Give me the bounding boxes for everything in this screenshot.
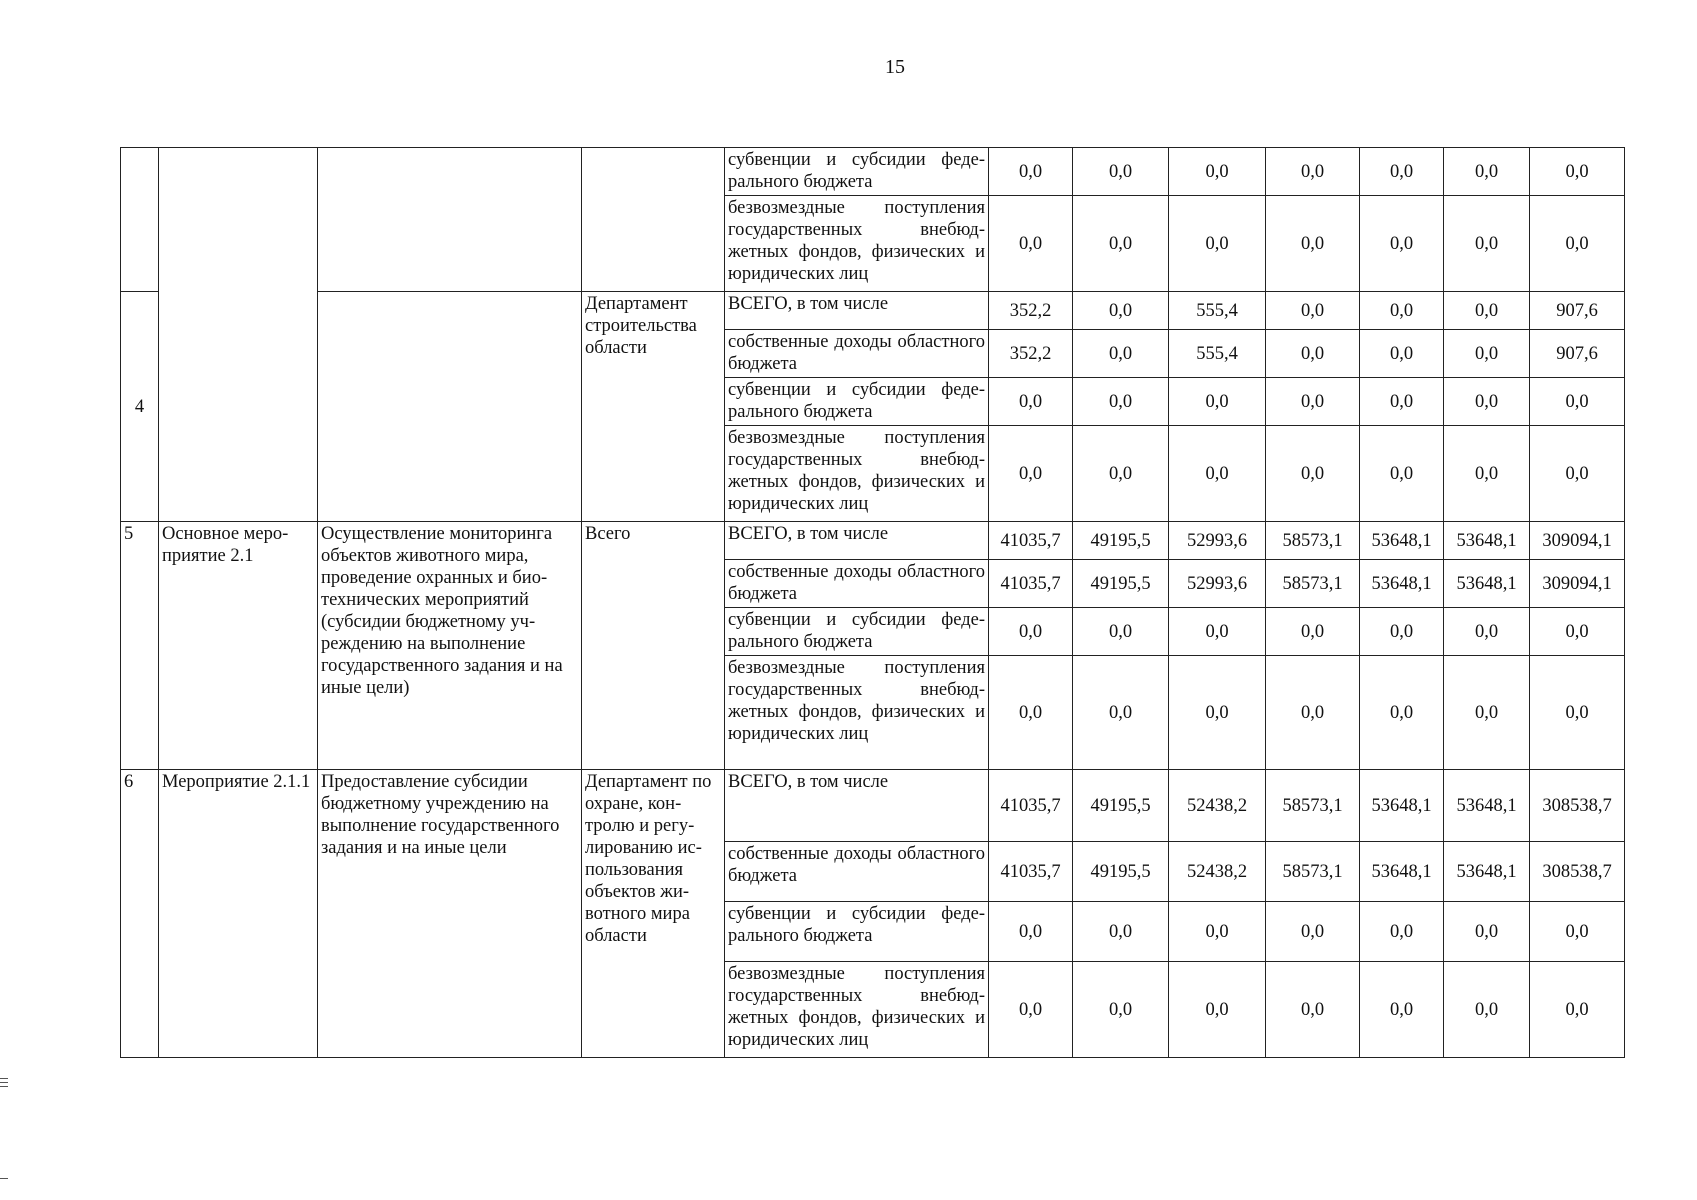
amount-cell: 0,0 [1444,292,1530,330]
amount-cell: 0,0 [1530,196,1625,292]
amount-cell: 0,0 [1266,148,1360,196]
table-row [121,770,1625,842]
amount-cell: 41035,7 [989,770,1073,842]
amount-cell: 0,0 [1073,196,1169,292]
amount-cell: 308538,7 [1530,770,1625,842]
amount-cell: 41035,7 [989,842,1073,902]
amount-cell: 0,0 [989,378,1073,426]
table-row [121,522,1625,560]
executor-cell: Департамент по охране, контролю и регулированию использования объектов животного мира области [582,770,725,1058]
amount-cell: 0,0 [1360,196,1444,292]
amount-cell: 0,0 [989,902,1073,962]
amount-cell: 0,0 [1360,426,1444,522]
amount-cell: 0,0 [1444,330,1530,378]
amount-cell: 0,0 [1444,148,1530,196]
edge-dash [0,1178,8,1179]
amount-cell: 0,0 [1530,656,1625,770]
amount-cell: 0,0 [1360,378,1444,426]
amount-cell: 0,0 [1169,656,1266,770]
amount-cell: 0,0 [1169,426,1266,522]
funding-source-cell: субвенции и субсидии федерального бюджета [725,608,989,656]
edge-marks [0,1078,8,1090]
funding-source-cell: безвозмездные поступления государственных внебюджетных фондов, физических и юридических лиц [725,962,989,1058]
row-number-cell: 6 [121,770,159,1058]
amount-cell: 49195,5 [1073,560,1169,608]
amount-cell: 352,2 [989,292,1073,330]
amount-cell: 0,0 [1073,608,1169,656]
amount-cell: 0,0 [1266,656,1360,770]
amount-cell: 52438,2 [1169,842,1266,902]
funding-source-cell: ВСЕГО, в том числе [725,292,989,330]
funding-source-cell: субвенции и субсидии федерального бюджета [725,902,989,962]
amount-cell: 0,0 [1444,902,1530,962]
amount-cell: 0,0 [1169,962,1266,1058]
amount-cell: 352,2 [989,330,1073,378]
page-number: 15 [885,56,905,78]
amount-cell: 58573,1 [1266,522,1360,560]
amount-cell: 0,0 [1360,292,1444,330]
amount-cell: 52993,6 [1169,560,1266,608]
amount-cell: 41035,7 [989,560,1073,608]
funding-source-cell: собственные доходы областного бюджета [725,842,989,902]
amount-cell: 0,0 [1266,292,1360,330]
amount-cell: 52993,6 [1169,522,1266,560]
status-cell: Основное мероприятие 2.1 [159,522,318,770]
amount-cell: 0,0 [989,962,1073,1058]
amount-cell: 0,0 [1530,378,1625,426]
status-cell: Мероприятие 2.1.1 [159,770,318,1058]
amount-cell: 0,0 [1073,330,1169,378]
executor-cell: Всего [582,522,725,770]
amount-cell: 308538,7 [1530,842,1625,902]
amount-cell: 0,0 [1169,608,1266,656]
amount-cell: 0,0 [989,148,1073,196]
status-cell [159,148,318,522]
amount-cell: 0,0 [1073,902,1169,962]
amount-cell: 41035,7 [989,522,1073,560]
amount-cell: 53648,1 [1360,842,1444,902]
amount-cell: 0,0 [989,608,1073,656]
funding-source-cell: ВСЕГО, в том числе [725,770,989,842]
name-cell [318,148,582,292]
amount-cell: 58573,1 [1266,560,1360,608]
amount-cell: 0,0 [1530,962,1625,1058]
amount-cell: 53648,1 [1360,522,1444,560]
amount-cell: 0,0 [1169,196,1266,292]
amount-cell: 0,0 [1073,426,1169,522]
amount-cell: 0,0 [989,196,1073,292]
amount-cell: 0,0 [1073,292,1169,330]
funding-source-cell: субвенции и субсидии федерального бюджета [725,148,989,196]
funding-source-cell: безвозмездные поступления государственных внебюджетных фондов, физических и юридических лиц [725,426,989,522]
amount-cell: 0,0 [1360,902,1444,962]
amount-cell: 53648,1 [1444,560,1530,608]
amount-cell: 309094,1 [1530,560,1625,608]
row-number-cell: 4 [121,292,159,522]
amount-cell: 53648,1 [1444,842,1530,902]
amount-cell: 0,0 [1266,330,1360,378]
funding-source-cell: безвозмездные поступления государственных внебюджетных фондов, физических и юридических лиц [725,656,989,770]
amount-cell: 49195,5 [1073,770,1169,842]
amount-cell: 0,0 [1169,902,1266,962]
funding-source-cell: ВСЕГО, в том числе [725,522,989,560]
amount-cell: 0,0 [1169,148,1266,196]
amount-cell: 0,0 [1266,378,1360,426]
amount-cell: 0,0 [989,656,1073,770]
amount-cell: 58573,1 [1266,770,1360,842]
amount-cell: 0,0 [1073,656,1169,770]
amount-cell: 555,4 [1169,330,1266,378]
amount-cell: 0,0 [1360,148,1444,196]
amount-cell: 555,4 [1169,292,1266,330]
amount-cell: 0,0 [1360,656,1444,770]
amount-cell: 0,0 [1360,962,1444,1058]
amount-cell: 0,0 [1073,962,1169,1058]
funding-source-cell: субвенции и субсидии федерального бюджета [725,378,989,426]
budget-table-body [121,148,1625,1058]
amount-cell: 49195,5 [1073,522,1169,560]
amount-cell: 53648,1 [1444,770,1530,842]
table-row [121,292,1625,330]
amount-cell: 0,0 [1266,608,1360,656]
amount-cell: 907,6 [1530,292,1625,330]
amount-cell: 58573,1 [1266,842,1360,902]
amount-cell: 0,0 [1444,962,1530,1058]
amount-cell: 0,0 [1530,902,1625,962]
table-row [121,148,1625,196]
amount-cell: 309094,1 [1530,522,1625,560]
budget-table [120,147,1625,1058]
amount-cell: 0,0 [1530,148,1625,196]
row-number-cell [121,148,159,292]
funding-source-cell: собственные доходы областного бюджета [725,560,989,608]
funding-source-cell: собственные доходы областного бюджета [725,330,989,378]
name-cell: Предоставление субсидии бюджетному учреждению на выполнение государственного задания и на иные цели [318,770,582,1058]
row-number-cell: 5 [121,522,159,770]
amount-cell: 0,0 [1266,902,1360,962]
name-cell [318,292,582,522]
amount-cell: 0,0 [1530,426,1625,522]
executor-cell [582,148,725,292]
amount-cell: 0,0 [1444,608,1530,656]
amount-cell: 0,0 [1360,608,1444,656]
amount-cell: 0,0 [1169,378,1266,426]
amount-cell: 0,0 [1266,426,1360,522]
amount-cell: 52438,2 [1169,770,1266,842]
amount-cell: 0,0 [1073,378,1169,426]
amount-cell: 0,0 [1444,656,1530,770]
amount-cell: 0,0 [1073,148,1169,196]
amount-cell: 0,0 [1444,426,1530,522]
amount-cell: 49195,5 [1073,842,1169,902]
amount-cell: 0,0 [1444,378,1530,426]
amount-cell: 0,0 [1444,196,1530,292]
amount-cell: 0,0 [1266,196,1360,292]
amount-cell: 53648,1 [1360,770,1444,842]
executor-cell: Департамент строительства области [582,292,725,522]
amount-cell: 0,0 [1530,608,1625,656]
amount-cell: 53648,1 [1360,560,1444,608]
amount-cell: 53648,1 [1444,522,1530,560]
amount-cell: 0,0 [1266,962,1360,1058]
amount-cell: 0,0 [1360,330,1444,378]
amount-cell: 0,0 [989,426,1073,522]
amount-cell: 907,6 [1530,330,1625,378]
funding-source-cell: безвозмездные поступления государственных внебюджетных фондов, физических и юридических лиц [725,196,989,292]
name-cell: Осуществление мониторинга объектов животного мира, проведение охранных и биотехнических мероприятий (субсидии бюджетному учреждению на выполнение государственного задания и на иные цели) [318,522,582,770]
